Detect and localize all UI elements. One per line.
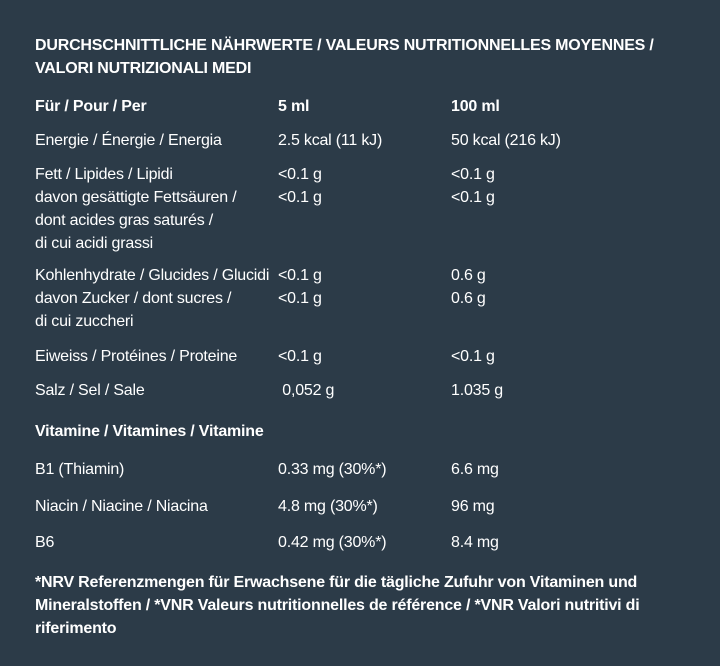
row-label: B6: [35, 534, 55, 551]
value-line: <0.1 g: [451, 166, 495, 183]
header-per: Für / Pour / Per: [35, 98, 147, 115]
row-value-5ml: <0.1 g: [278, 348, 322, 365]
table-row-energy: [35, 129, 685, 152]
row-value-100ml: 6.6 mg: [451, 461, 499, 478]
heading-line-2: VALORI NUTRIZIONALI MEDI: [35, 60, 252, 77]
row-label: Niacin / Niacine / Niacina: [35, 498, 208, 515]
value-line: <0.1 g: [278, 166, 322, 183]
table-row-vitamin-b6: [35, 531, 685, 554]
row-value-5ml: 0,052 g: [278, 382, 335, 399]
table-row-carbohydrates: [35, 264, 685, 333]
row-value-5ml: [278, 264, 322, 310]
value-line: <0.1 g: [278, 290, 322, 307]
row-label: Eiweiss / Protéines / Proteine: [35, 348, 238, 365]
value-line: 0.6 g: [451, 290, 486, 307]
row-label-line: di cui acidi grassi: [35, 235, 154, 252]
row-label-line: di cui zuccheri: [35, 313, 134, 330]
table-header-row: [35, 95, 685, 118]
row-label-line: Fett / Lipides / Lipidi: [35, 166, 173, 183]
vitamins-heading-text: Vitamine / Vitamines / Vitamine: [35, 423, 264, 440]
table-row-niacin: [35, 495, 685, 518]
row-value-5ml: 0.33 mg (30%*): [278, 461, 387, 478]
row-label-line: davon Zucker / dont sucres /: [35, 290, 232, 307]
row-value-100ml: [451, 163, 495, 209]
table-row-fat: [35, 163, 685, 255]
value-line: <0.1 g: [278, 189, 322, 206]
row-value-100ml: <0.1 g: [451, 348, 495, 365]
value-line: 0.6 g: [451, 267, 486, 284]
row-value-100ml: 96 mg: [451, 498, 495, 515]
row-value-5ml: 0.42 mg (30%*): [278, 534, 387, 551]
header-5ml: 5 ml: [278, 98, 310, 115]
row-label-line: Kohlenhydrate / Glucides / Glucidi: [35, 267, 270, 284]
row-label-line: dont acides gras saturés /: [35, 212, 214, 229]
row-label: [35, 264, 269, 333]
row-value-100ml: 50 kcal (216 kJ): [451, 132, 561, 149]
nutrition-panel: [35, 34, 685, 637]
value-line: <0.1 g: [451, 189, 495, 206]
row-label: [35, 163, 236, 255]
header-100ml: 100 ml: [451, 98, 500, 115]
table-row-vitamin-b1: [35, 458, 685, 481]
row-value-5ml: 4.8 mg (30%*): [278, 498, 378, 515]
row-label: Energie / Énergie / Energia: [35, 132, 222, 149]
row-value-100ml: 8.4 mg: [451, 534, 499, 551]
value-line: <0.1 g: [278, 267, 322, 284]
row-label: B1 (Thiamin): [35, 461, 125, 478]
table-row-salt: [35, 379, 685, 402]
nutrition-heading: [35, 34, 665, 80]
row-value-100ml: [451, 264, 486, 310]
heading-line-1: DURCHSCHNITTLICHE NÄHRWERTE / VALEURS NUTRITIONNELLES MOYENNES /: [35, 37, 654, 54]
row-label-line: davon gesättigte Fettsäuren /: [35, 189, 237, 206]
row-value-5ml: 2.5 kcal (11 kJ): [278, 132, 383, 149]
vitamins-heading: [35, 420, 685, 443]
nrv-footnote: *NRV Referenzmengen für Erwachsene für die tägliche Zufuhr von Vitaminen und Mineralstoffen / *VNR Valeurs nutritionnelles de référence / *VNR Valori nutritivi di riferimento: [35, 574, 640, 637]
row-label: Salz / Sel / Sale: [35, 382, 145, 399]
table-row-protein: [35, 345, 685, 368]
row-value-5ml: [278, 163, 322, 209]
row-value-100ml: 1.035 g: [451, 382, 503, 399]
